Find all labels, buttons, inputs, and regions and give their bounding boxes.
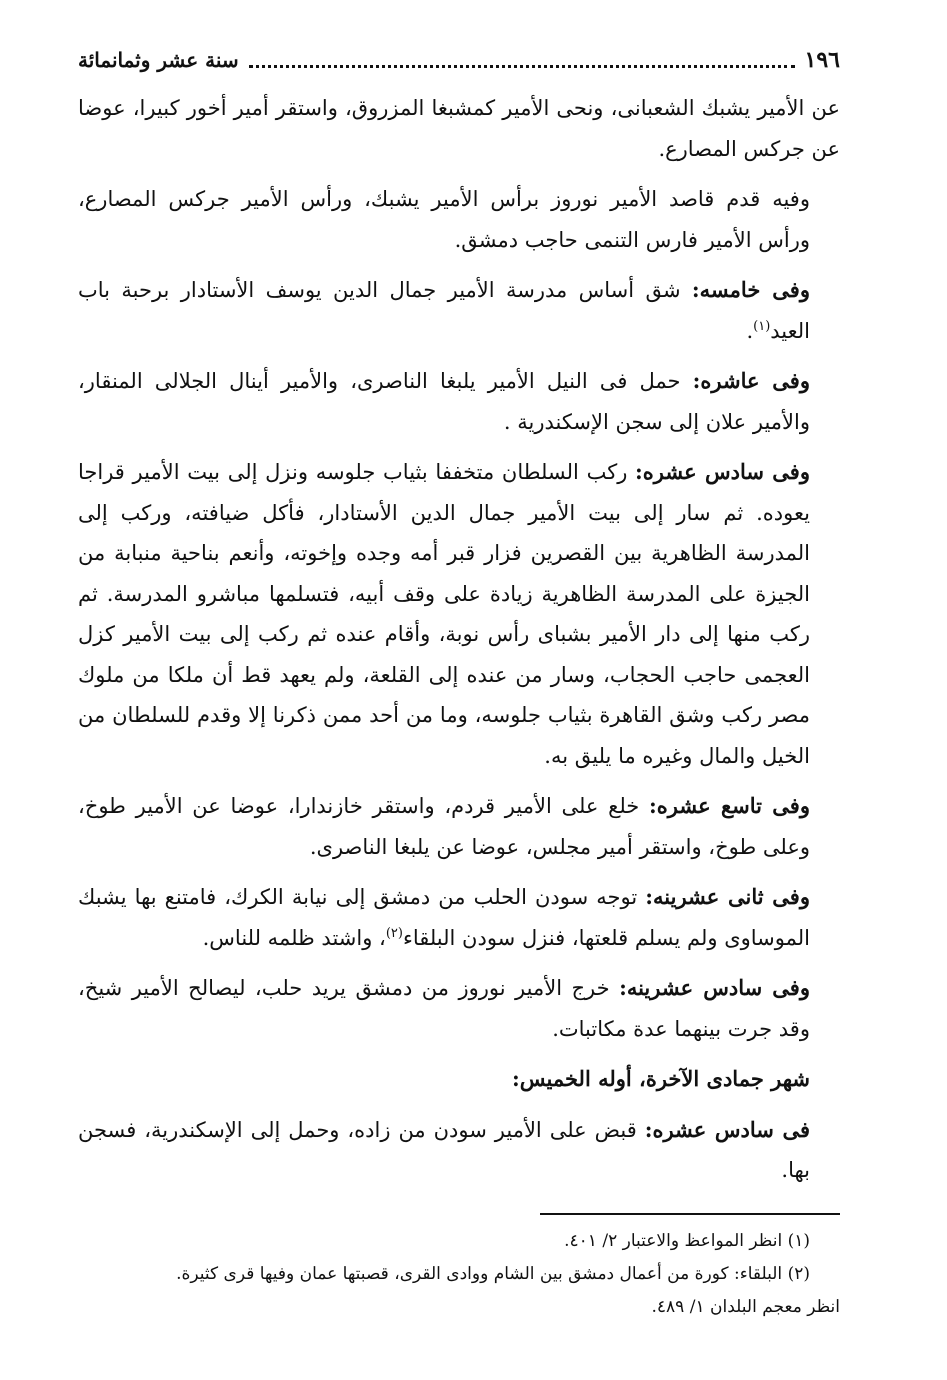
- section-heading-text: شهر جمادى الآخرة، أوله الخميس:: [512, 1066, 810, 1091]
- paragraph-lead: وفى سادس عشرينه:: [619, 975, 810, 1000]
- footnote-separator: [540, 1213, 840, 1215]
- paragraph-text: حمل فى النيل الأمير يلبغا الناصرى، والأمير أينال الجلالى المنقار، والأمير علان إلى سجن الإسكندرية .: [78, 369, 810, 434]
- page-number: ١٩٦: [804, 47, 840, 73]
- running-title: سنة عشر وثمانمائة: [78, 48, 239, 72]
- footnote: [78, 1258, 840, 1291]
- paragraph-text: قبض على الأمير سودن من زاده، وحمل إلى الإسكندرية، فسجن بها.: [78, 1117, 810, 1182]
- page: [78, 40, 840, 1324]
- footnote: [78, 1225, 840, 1258]
- paragraph-text: توجه سودن الحلب من دمشق إلى نيابة الكرك، فامتنع بها يشبك الموساوى ولم يسلم قلعتها، فنزل سودن البلقاء: [78, 885, 810, 950]
- paragraph-text: وفيه قدم قاصد الأمير نوروز برأس الأمير يشبك، ورأس الأمير جركس المصارع، ورأس الأمير فارس التنمى حاجب دمشق.: [78, 187, 810, 252]
- paragraph: [78, 88, 840, 169]
- body-text: [78, 88, 840, 1191]
- footnote-reference[interactable]: (١): [753, 318, 771, 334]
- paragraph: [78, 1110, 840, 1191]
- paragraph-text-end: ، واشتد ظلمه للناس.: [202, 925, 386, 950]
- paragraph-text: خرج الأمير نوروز من دمشق يريد حلب، ليصالح الأمير شيخ، وقد جرت بينهما عدة مكاتبات.: [78, 976, 810, 1041]
- footnote-mark: (١): [787, 1230, 810, 1251]
- paragraph: [78, 452, 840, 776]
- footnote-mark: (٢): [787, 1263, 810, 1284]
- footnote-reference[interactable]: (٢): [385, 925, 403, 941]
- paragraph-lead: وفى عاشره:: [692, 368, 810, 393]
- footnote-continuation: [78, 1291, 840, 1324]
- paragraph: [78, 361, 840, 442]
- header-dot-leader: [249, 65, 795, 68]
- paragraph-lead: وفى خامسه:: [691, 277, 810, 302]
- running-header: [78, 40, 840, 80]
- paragraph-lead: وفى تاسع عشره:: [649, 793, 810, 818]
- paragraph-lead: وفى ثانى عشرينه:: [645, 884, 810, 909]
- paragraph-text: ركب السلطان متخففا بثياب جلوسه ونزل إلى بيت الأمير قراجا يعوده. ثم سار إلى بيت الأمير جمال الدين الأستادار، فأكل ضيافته، وركب إلى المدرسة الظاهرية بين القصرين فزار قبر أمه وجده وإخوته، وأنعم بناحية منبابة من الجيزة على المدرسة الظاهرية زيادة على وقف أبيه، فتسلمها مباشرو المدرسة. ثم ركب منها إلى دار الأمير بشباى رأس نوبة، وأقام عنده ثم ركب إلى بيت الأمير كزل العجمى حاجب الحجاب، وسار من عنده إلى القلعة، ولم يعهد قط أن ملكا من ملوك مصر ركب وشق القاهرة بثياب جلوسه، وما من أحد ممن ذكرنا إلا وقدم للسلطان من الخيل والمال وغيره ما يليق به.: [78, 460, 810, 768]
- paragraph: [78, 968, 840, 1049]
- footnote-text: البلقاء: كورة من أعمال دمشق بين الشام ووادى القرى، قصبتها عمان وفيها قرى كثيرة.: [176, 1263, 788, 1284]
- paragraph: [78, 877, 840, 958]
- paragraph-text: خلع على الأمير قردم، واستقر خازندارا، عوضا عن الأمير طوخ، وعلى طوخ، واستقر أمير مجلس، عوضا عن يلبغا الناصرى.: [78, 794, 810, 859]
- section-heading: [78, 1059, 840, 1100]
- paragraph: [78, 179, 840, 260]
- paragraph-text: شق أساس مدرسة الأمير جمال الدين يوسف الأستادار برحبة باب العيد: [78, 278, 810, 343]
- footnotes: [78, 1225, 840, 1324]
- paragraph-lead: فى سادس عشره:: [644, 1116, 810, 1142]
- paragraph-text-end: .: [746, 318, 754, 343]
- paragraph: [78, 270, 840, 351]
- paragraph-text: عن الأمير يشبك الشعبانى، ونحى الأمير كمشبغا المزروق، واستقر أمير أخور كبيرا، عوضا عن جركس المصارع.: [78, 96, 840, 161]
- paragraph-lead: وفى سادس عشره:: [635, 459, 810, 484]
- footnote-text: انظر معجم البلدان ١/ ٤٨٩.: [651, 1296, 840, 1317]
- paragraph: [78, 786, 840, 867]
- footnote-text: انظر المواعظ والاعتبار ٢/ ٤٠١.: [564, 1230, 788, 1251]
